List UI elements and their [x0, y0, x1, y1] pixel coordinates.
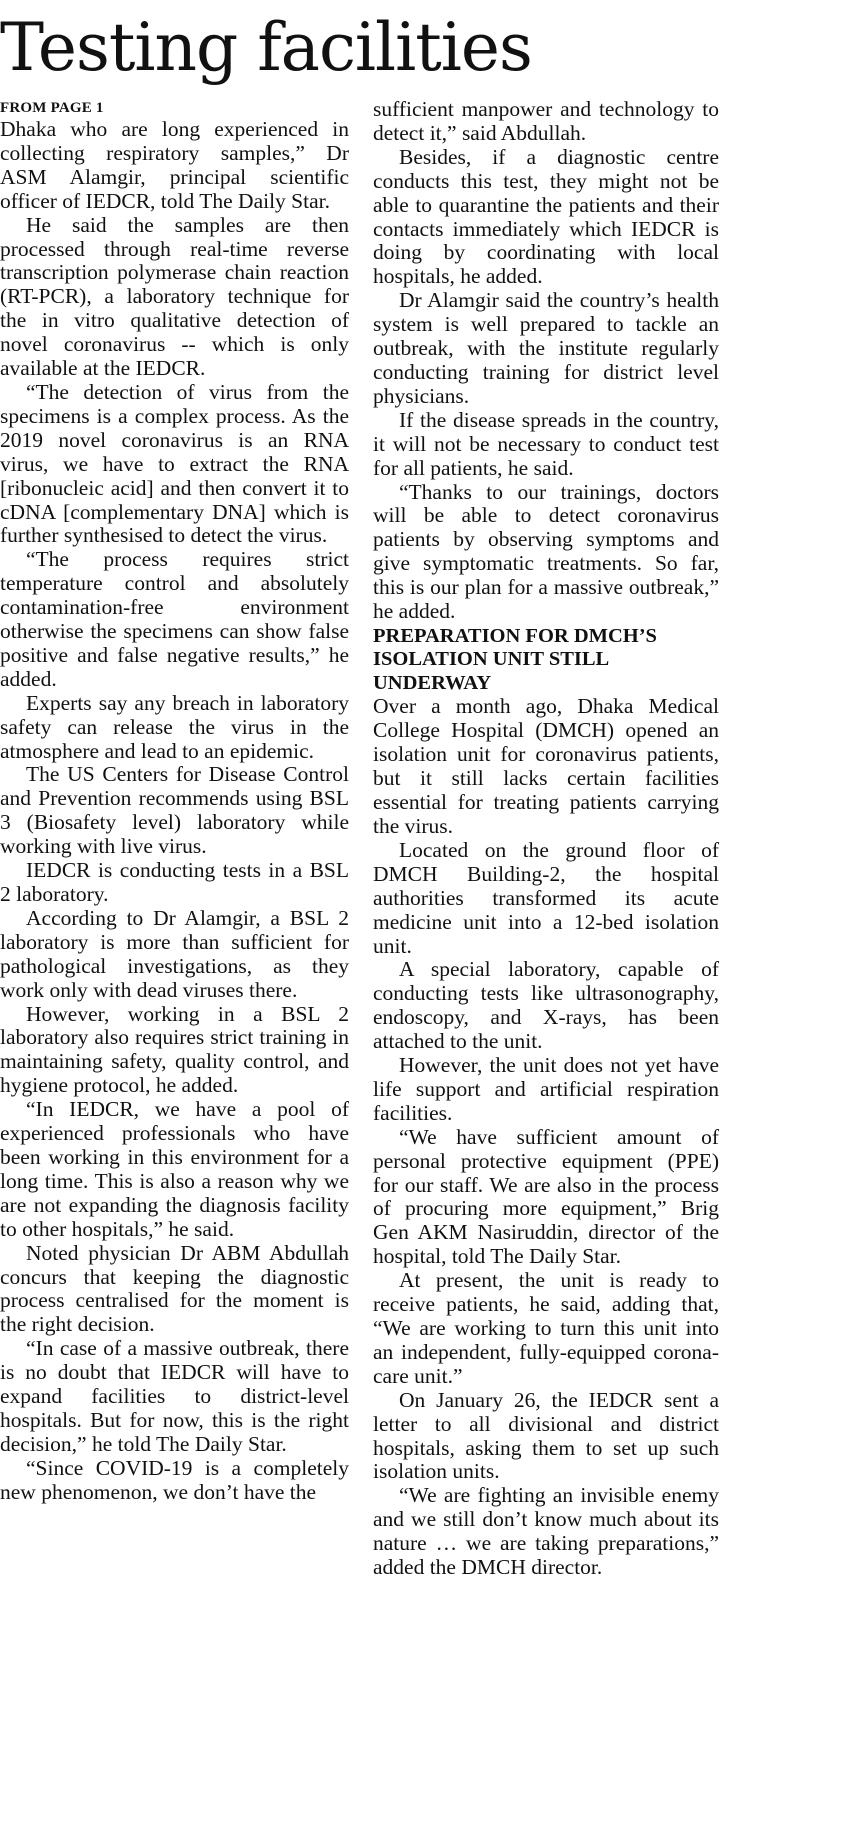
paragraph: He said the samples are then processed through real-time reverse transcription polymerase chain reaction (RT-PCR), a laboratory technique for the in vitro qualitative detection of novel coronavirus -- which is only available at the IEDCR. — [0, 212, 349, 381]
paragraph: Dhaka who are long experienced in collecting respiratory samples,” Dr ASM Alamgir, principal scientific officer of IEDCR, told The Daily Star. — [0, 117, 349, 213]
paragraph: If the disease spreads in the country, it will not be necessary to conduct test for all patients, he said. — [373, 407, 719, 480]
from-page-kicker: FROM PAGE 1 — [0, 100, 104, 116]
paragraph: sufficient manpower and technology to detect it,” said Abdullah. — [373, 97, 719, 145]
paragraph: Noted physician Dr ABM Abdullah concurs that keeping the diagnostic process centralised for the moment is the right decision. — [0, 1240, 349, 1337]
paragraph: “We have sufficient amount of personal protective equipment (PPE) for our staff. We are also in the process of procuring more equipment,” Brig Gen AKM Nasiruddin, director of the hospital, told The Daily Star. — [373, 1124, 719, 1269]
paragraph: Located on the ground floor of DMCH Building-2, the hospital authorities transformed its acute medicine unit into a 12-bed isolation unit. — [373, 837, 719, 958]
right-column — [373, 98, 719, 1580]
paragraph: “We are fighting an invisible enemy and we still don’t know much about its nature … we are taking preparations,” added the DMCH director. — [373, 1483, 719, 1580]
paragraph: “The process requires strict temperature control and absolutely contamination-free environment otherwise the specimens can show false positive and false negative results,” he added. — [0, 547, 349, 691]
left-column — [0, 98, 349, 1505]
paragraph: IEDCR is conducting tests in a BSL 2 laboratory. — [0, 858, 349, 906]
paragraph: A special laboratory, capable of conducting tests like ultrasonography, endoscopy, and X-rays, has been attached to the unit. — [373, 957, 719, 1054]
paragraph: Over a month ago, Dhaka Medical College Hospital (DMCH) opened an isolation unit for coronavirus patients, but it still lacks certain facilities essential for treating patients carrying the virus. — [373, 694, 719, 838]
paragraph: Besides, if a diagnostic centre conducts this test, they might not be able to quarantine the patients and their contacts immediately which IEDCR is doing by coordinating with local hospitals, he added. — [373, 144, 719, 289]
paragraph: According to Dr Alamgir, a BSL 2 laboratory is more than sufficient for pathological investigations, as they work only with dead viruses there. — [0, 905, 349, 1002]
headline: Testing facilities — [0, 9, 532, 86]
paragraph: However, working in a BSL 2 laboratory also requires strict training in maintaining safety, quality control, and hygiene protocol, he added. — [0, 1001, 349, 1098]
paragraph: “The detection of virus from the specimens is a complex process. As the 2019 novel coronavirus is an RNA virus, we have to extract the RNA [ribonucleic acid] and then convert it to cDNA [complementary DNA] which is further synthesised to detect the virus. — [0, 379, 349, 548]
paragraph: “In IEDCR, we have a pool of experienced professionals who have been working in this environment for a long time. This is also a reason why we are not expanding the diagnosis facility to other hospitals,” he said. — [0, 1097, 349, 1241]
paragraph: Experts say any breach in laboratory safety can release the virus in the atmosphere and lead to an epidemic. — [0, 690, 349, 763]
paragraph: On January 26, the IEDCR sent a letter to all divisional and district hospitals, asking them to set up such isolation units. — [373, 1387, 719, 1484]
paragraph: Dr Alamgir said the country’s health system is well prepared to tackle an outbreak, with the institute regularly conducting training for district level physicians. — [373, 288, 719, 408]
section-subhead: PREPARATION FOR DMCH’S ISOLATION UNIT STILL UNDERWAY — [373, 624, 657, 694]
paragraph: “In case of a massive outbreak, there is no doubt that IEDCR will have to expand facilities to district-level hospitals. But for now, this is the right decision,” he told The Daily Star. — [0, 1336, 349, 1456]
paragraph: The US Centers for Disease Control and Prevention recommends using BSL 3 (Biosafety level) laboratory while working with live virus. — [0, 762, 349, 859]
paragraph: “Since COVID-19 is a completely new phenomenon, we don’t have the — [0, 1455, 349, 1504]
paragraph: “Thanks to our trainings, doctors will be able to detect coronavirus patients by observing symptoms and give symptomatic treatments. So far, this is our plan for a massive outbreak,” he added. — [373, 479, 719, 624]
paragraph: However, the unit does not yet have life support and artificial respiration facilities. — [373, 1053, 719, 1125]
paragraph: At present, the unit is ready to receive patients, he said, adding that, “We are working to turn this unit into an independent, fully-equipped corona-care unit.” — [373, 1268, 719, 1388]
